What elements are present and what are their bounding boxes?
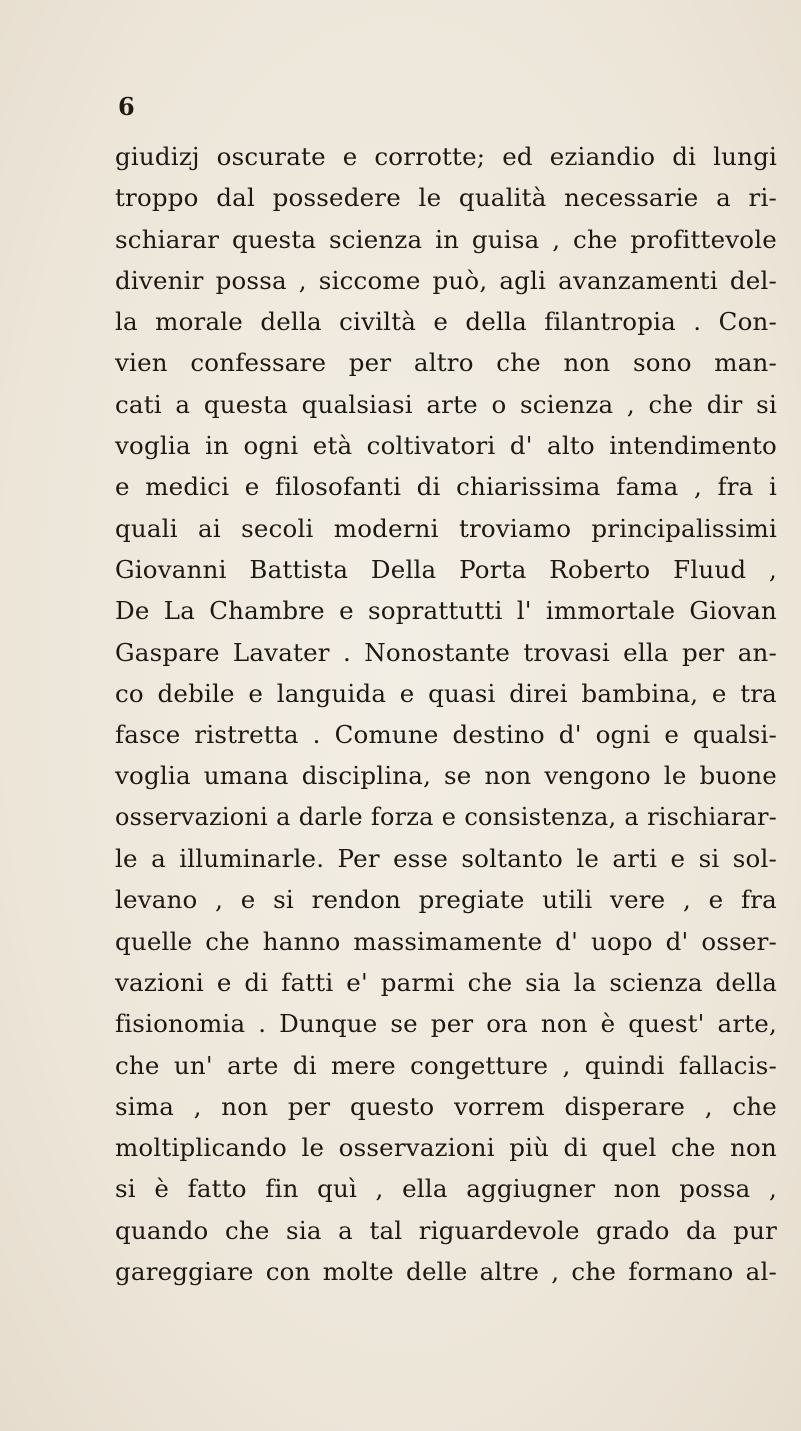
text-line: quando che sia a tal riguardevole grado da pur <box>115 1215 777 1245</box>
text-line: fasce ristretta . Comune destino d' ogni e qualsi- <box>115 720 777 750</box>
text-line: divenir possa , siccome può, agli avanzamenti del- <box>115 265 777 295</box>
text-line: gareggiare con molte delle altre , che formano al- <box>115 1257 777 1287</box>
body-text <box>115 136 777 1292</box>
text-line: co debile e languida e quasi direi bambina, e tra <box>115 678 777 708</box>
page-number: 6 <box>118 92 135 121</box>
text-line: e medici e filosofanti di chiarissima fama , fra i <box>115 472 777 502</box>
text-line: si è fatto fin quì , ella aggiugner non possa , <box>115 1174 777 1204</box>
text-line: fisionomia . Dunque se per ora non è quest' arte, <box>115 1009 777 1039</box>
text-line: giudizj oscurate e corrotte; ed eziandio di lungi <box>115 142 777 171</box>
text-line: voglia in ogni età coltivatori d' alto intendimento <box>115 431 777 461</box>
text-line: vien confessare per altro che non sono man- <box>115 348 777 378</box>
text-line: troppo dal possedere le qualità necessarie a ri- <box>115 183 777 213</box>
text-line: voglia umana disciplina, se non vengono le buone <box>115 761 777 791</box>
text-line: quelle che hanno massimamente d' uopo d' osser- <box>115 926 777 956</box>
text-line: Gaspare Lavater . Nonostante trovasi ella per an- <box>115 637 777 667</box>
text-line: De La Chambre e soprattutti l' immortale Giovan <box>115 596 777 626</box>
text-line: le a illuminarle. Per esse soltanto le arti e si sol- <box>115 844 777 874</box>
text-line: moltiplicando le osservazioni più di quel che non <box>115 1133 777 1163</box>
text-line: schiarar questa scienza in guisa , che profittevole <box>115 224 777 254</box>
text-line: quali ai secoli moderni troviamo principalissimi <box>115 513 777 543</box>
text-line: la morale della civiltà e della filantropia . Con- <box>115 307 777 337</box>
text-line: osservazioni a darle forza e consistenza, a rischiarar- <box>115 802 777 831</box>
text-line: levano , e si rendon pregiate utili vere , e fra <box>115 885 777 915</box>
text-line: Giovanni Battista Della Porta Roberto Fluud , <box>115 554 777 584</box>
text-line: cati a questa qualsiasi arte o scienza , che dir si <box>115 389 777 419</box>
text-line: che un' arte di mere congetture , quindi fallacis- <box>115 1050 777 1080</box>
text-line: vazioni e di fatti e' parmi che sia la scienza della <box>115 967 777 997</box>
text-line: sima , non per questo vorrem disperare , che <box>115 1091 777 1121</box>
